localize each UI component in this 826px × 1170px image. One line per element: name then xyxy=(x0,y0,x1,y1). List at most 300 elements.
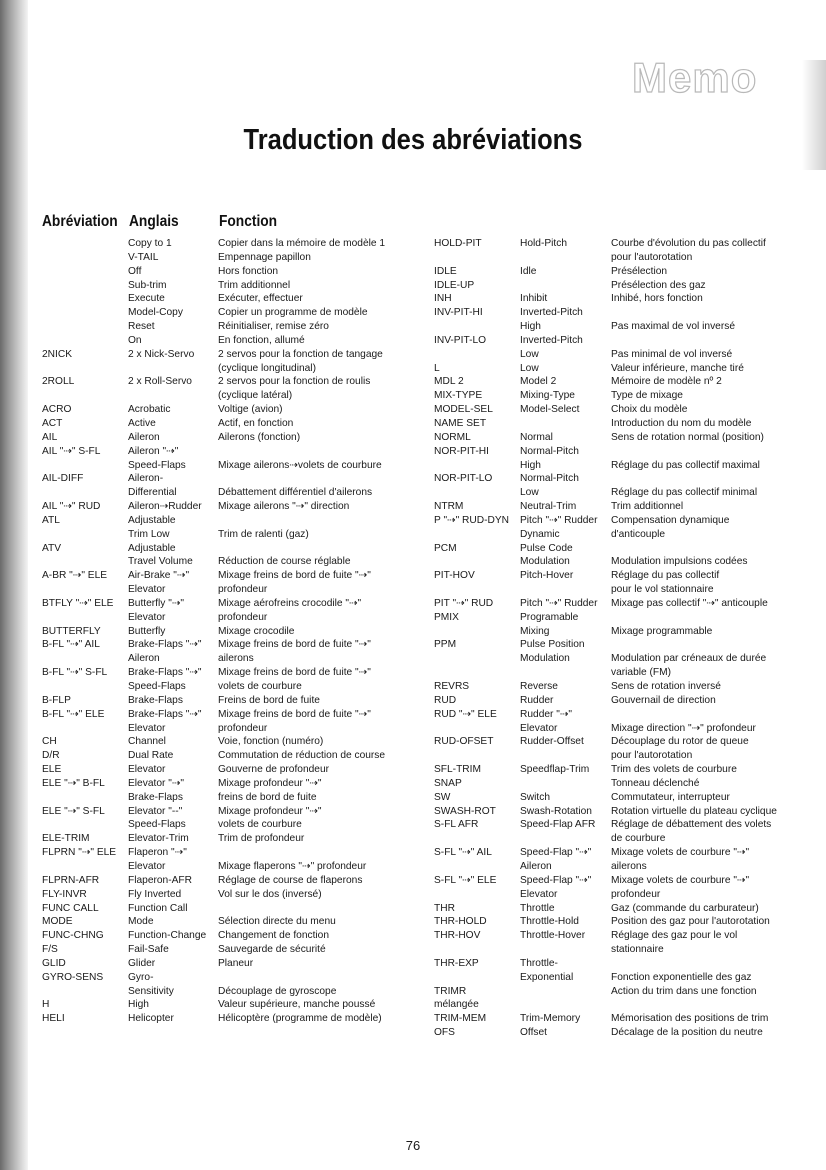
english-term-cell: Brake-Flaps "⇢" xyxy=(128,667,202,679)
abbreviation-cell xyxy=(434,749,509,763)
english-term-cell: Speed-Flap "⇢" xyxy=(520,874,592,886)
abbreviation-cell: IDLE-UP xyxy=(434,279,475,291)
function-description-cell: Mixage aérofreins crocodile "⇢" xyxy=(218,597,362,609)
abbreviation-cell: SFL-TRIM xyxy=(434,764,481,776)
english-term-cell: V-TAIL xyxy=(128,251,159,263)
english-term-cell xyxy=(128,362,206,376)
right-english-column xyxy=(520,237,598,1040)
english-term-cell: Normal-Pitch xyxy=(520,473,579,485)
header-function: Fonction xyxy=(219,213,278,230)
function-description-cell: Gouvernail de direction xyxy=(611,694,716,706)
function-description-cell: ailerons xyxy=(611,860,647,872)
function-description-cell xyxy=(218,514,385,528)
english-term-cell: Low xyxy=(520,487,539,499)
abbreviation-cell: B-FLP xyxy=(42,694,71,706)
function-description-cell: Mixage programmable xyxy=(611,625,713,637)
english-term-cell: Differential xyxy=(128,487,177,499)
english-term-cell: Rudder-Offset xyxy=(520,736,584,748)
english-term-cell: Neutral-Trim xyxy=(520,501,577,513)
english-term-cell: Normal-Pitch xyxy=(520,445,579,457)
abbreviation-cell xyxy=(42,818,116,832)
english-term-cell: Elevator xyxy=(128,860,166,872)
function-description-cell: Hélicoptère (programme de modèle) xyxy=(218,1013,382,1025)
function-description-cell: Action du trim dans une fonction xyxy=(611,985,757,997)
english-term-cell: Elevator xyxy=(128,611,166,623)
function-description-cell xyxy=(611,306,777,320)
english-term-cell: High xyxy=(520,459,541,471)
function-description-cell: Trim de ralenti (gaz) xyxy=(218,528,309,540)
english-term-cell: Butterfly "⇢" xyxy=(128,597,184,609)
english-term-cell: Fail-Safe xyxy=(128,944,169,956)
english-term-cell: Aileron "⇢" xyxy=(128,445,179,457)
english-term-cell: Butterfly xyxy=(128,625,166,637)
function-description-cell: Vol sur le dos (inversé) xyxy=(218,888,322,900)
function-description-cell: Réglage de débattement des volets xyxy=(611,819,772,831)
function-description-cell: stationnaire xyxy=(611,944,664,956)
english-term-cell: Aileron xyxy=(520,860,552,872)
abbreviation-cell: S-FL "⇢" AIL xyxy=(434,847,492,859)
english-term-cell: Flaperon-AFR xyxy=(128,874,192,886)
function-description-cell: Sélection directe du menu xyxy=(218,916,336,928)
english-term-cell: Speedflap-Trim xyxy=(520,764,590,776)
english-term-cell: Reverse xyxy=(520,681,558,692)
abbreviation-cell xyxy=(434,486,509,500)
abbreviation-cell: THR xyxy=(434,902,455,914)
function-description-cell: Fonction exponentielle des gaz xyxy=(611,971,752,983)
abbreviation-cell xyxy=(434,943,509,957)
english-term-cell: Pitch "⇢" Rudder xyxy=(520,514,598,526)
abbreviation-cell: F/S xyxy=(42,944,58,956)
function-description-cell: Trim des volets de courbure xyxy=(611,764,737,776)
english-term-cell: Throttle- xyxy=(520,957,558,969)
abbreviation-cell: MODEL-SEL xyxy=(434,404,493,416)
function-description-cell: Modulation impulsions codées xyxy=(611,556,748,568)
header-english: Anglais xyxy=(129,213,179,230)
english-term-cell: Inverted-Pitch xyxy=(520,307,583,319)
english-term-cell: Speed-Flaps xyxy=(128,819,186,831)
english-term-cell xyxy=(520,417,598,431)
abbreviation-cell: INV-PIT-LO xyxy=(434,334,487,346)
english-term-cell: Speed-Flaps xyxy=(128,681,186,692)
english-term-cell: Reset xyxy=(128,321,155,333)
abbreviation-cell: ELE-TRIM xyxy=(42,833,90,845)
abbreviation-cell: INH xyxy=(434,293,452,305)
abbreviation-cell: 2NICK xyxy=(42,348,73,360)
abbreviation-cell: GYRO-SENS xyxy=(42,971,104,983)
abbreviation-cell xyxy=(42,555,116,569)
function-description-cell: 2 servos pour la fonction de roulis xyxy=(218,376,371,388)
function-description-cell: variable (FM) xyxy=(611,667,672,679)
english-term-cell: Pitch-Hover xyxy=(520,570,574,582)
abbreviation-cell xyxy=(42,985,116,999)
abbreviation-cell xyxy=(434,251,509,265)
english-term-cell: Sensitivity xyxy=(128,985,174,997)
abbreviation-cell: OFS xyxy=(434,1027,455,1039)
function-description-cell: Pas maximal de vol inversé xyxy=(611,321,735,333)
english-term-cell: Idle xyxy=(520,265,537,277)
function-description-cell: Mixage profondeur "⇢" xyxy=(218,777,322,789)
abbreviation-cell: ELE "⇢" B-FL xyxy=(42,777,105,789)
abbreviation-cell: mélangée xyxy=(434,999,479,1011)
abbreviation-cell xyxy=(42,389,116,403)
english-term-cell: Programable xyxy=(520,611,579,623)
abbreviation-cell: L xyxy=(434,362,440,374)
abbreviation-cell: IDLE xyxy=(434,265,457,277)
function-description-cell: profondeur xyxy=(218,722,268,734)
english-term-cell: On xyxy=(128,334,142,346)
abbreviation-cell xyxy=(42,362,116,376)
abbreviation-cell: THR-EXP xyxy=(434,957,479,969)
abbreviation-cell: TRIM-MEM xyxy=(434,1013,487,1025)
english-term-cell: Acrobatic xyxy=(128,404,171,416)
english-term-cell: Dynamic xyxy=(520,528,560,540)
abbreviation-cell: 2ROLL xyxy=(42,376,75,388)
function-description-cell xyxy=(611,998,777,1012)
abbreviation-cell: BTFLY "⇢" ELE xyxy=(42,597,114,609)
function-description-cell: pour l'autorotation xyxy=(611,750,693,762)
abbreviation-cell xyxy=(42,334,116,348)
english-term-cell: Speed-Flap "⇢" xyxy=(520,847,592,859)
function-description-cell: Réglage du pas collectif minimal xyxy=(611,487,758,499)
function-description-cell: (cyclique latéral) xyxy=(218,390,293,402)
function-description-cell: Trim additionnel xyxy=(611,501,684,513)
english-term-cell: Aileron xyxy=(128,653,160,665)
english-term-cell: High xyxy=(520,321,541,333)
function-description-cell: Mixage profondeur "⇢" xyxy=(218,805,322,817)
abbreviation-cell xyxy=(42,860,116,874)
abbreviation-cell: REVRS xyxy=(434,681,470,692)
function-description-cell xyxy=(611,638,777,652)
english-term-cell: Low xyxy=(520,362,539,374)
abbreviation-cell: SW xyxy=(434,791,451,803)
function-description-cell: Mixage freins de bord de fuite "⇢" xyxy=(218,667,371,679)
function-description-cell: 2 servos pour la fonction de tangage xyxy=(218,348,383,360)
function-description-cell: Mixage freins de bord de fuite "⇢" xyxy=(218,639,371,651)
abbreviation-cell xyxy=(42,292,116,306)
abbreviation-cell: PCM xyxy=(434,542,457,554)
abbreviation-cell xyxy=(42,251,116,265)
english-term-cell: Modulation xyxy=(520,556,570,568)
english-term-cell: Flaperon "⇢" xyxy=(128,847,187,859)
abbreviation-cell xyxy=(434,832,509,846)
english-term-cell: 2 x Roll-Servo xyxy=(128,376,192,388)
function-description-cell: Réinitialiser, remise zéro xyxy=(218,321,329,333)
english-term-cell xyxy=(520,583,598,597)
abbreviation-cell xyxy=(42,680,116,694)
function-description-cell: Réduction de course réglable xyxy=(218,556,351,568)
function-description-cell: Compensation dynamique xyxy=(611,514,730,526)
function-description-cell xyxy=(611,334,777,348)
abbreviation-cell: FUNC CALL xyxy=(42,902,99,914)
function-description-cell: Rotation virtuelle du plateau cyclique xyxy=(611,805,777,817)
function-description-cell: Sauvegarde de sécurité xyxy=(218,944,326,956)
function-description-cell xyxy=(218,472,385,486)
abbreviation-cell: D/R xyxy=(42,750,60,762)
english-term-cell: Pitch "⇢" Rudder xyxy=(520,597,598,609)
page-edge-shadow xyxy=(802,60,826,170)
function-description-cell: Choix du modèle xyxy=(611,404,688,416)
abbreviation-cell xyxy=(42,528,116,542)
english-term-cell: Inverted-Pitch xyxy=(520,334,583,346)
abbreviation-cell: S-FL AFR xyxy=(434,819,479,831)
abbreviation-cell: AIL xyxy=(42,431,58,443)
abbreviation-cell: A-BR "⇢" ELE xyxy=(42,570,108,582)
function-description-cell: Valeur supérieure, manche poussé xyxy=(218,999,376,1011)
function-description-cell: Présélection xyxy=(611,265,668,277)
function-description-cell xyxy=(218,971,385,985)
english-term-cell: Mode xyxy=(128,916,154,928)
abbreviation-cell: FUNC-CHNG xyxy=(42,930,104,942)
function-description-cell: ailerons xyxy=(218,653,254,665)
function-description-cell xyxy=(611,957,777,971)
english-term-cell: Brake-Flaps "⇢" xyxy=(128,639,202,651)
english-term-cell: Copy to 1 xyxy=(128,238,172,249)
english-term-cell: Glider xyxy=(128,957,156,969)
abbreviation-cell xyxy=(42,320,116,334)
abbreviation-cell xyxy=(42,265,116,279)
abbreviation-cell xyxy=(434,888,509,902)
function-description-cell: Modulation par créneaux de durée xyxy=(611,653,767,665)
function-description-cell: Courbe d'évolution du pas collectif xyxy=(611,238,766,249)
english-term-cell: Adjustable xyxy=(128,542,176,554)
abbreviation-cell: ACRO xyxy=(42,404,72,416)
english-term-cell: Model-Copy xyxy=(128,307,183,319)
english-term-cell: Execute xyxy=(128,293,165,305)
function-description-cell: pour l'autorotation xyxy=(611,251,693,263)
function-description-cell: Hors fonction xyxy=(218,265,279,277)
english-term-cell: Trim Low xyxy=(128,528,170,540)
abbreviation-cell xyxy=(434,348,509,362)
abbreviation-cell xyxy=(42,583,116,597)
english-term-cell: Switch xyxy=(520,791,551,803)
function-description-cell: profondeur xyxy=(218,611,268,623)
abbreviation-cell: INV-PIT-HI xyxy=(434,307,483,319)
function-description-cell: Mixage crocodile xyxy=(218,625,295,637)
abbreviation-cell xyxy=(434,971,509,985)
function-description-cell: Sens de rotation normal (position) xyxy=(611,431,764,443)
abbreviation-cell: H xyxy=(42,999,50,1011)
abbreviation-cell xyxy=(42,306,116,320)
english-term-cell: Brake-Flaps "⇢" xyxy=(128,708,202,720)
abbreviation-cell xyxy=(434,860,509,874)
abbreviation-cell xyxy=(42,652,116,666)
abbreviation-cell: MDL 2 xyxy=(434,376,464,388)
function-description-cell: Réglage de course de flaperons xyxy=(218,874,363,886)
english-term-cell: High xyxy=(128,999,149,1011)
page-number: 76 xyxy=(405,1138,421,1153)
abbreviation-cell: SWASH-ROT xyxy=(434,805,496,817)
function-description-cell: Gouverne de profondeur xyxy=(218,764,330,776)
english-term-cell: Adjustable xyxy=(128,514,176,526)
english-term-cell: Aileron xyxy=(128,431,160,443)
function-description-cell: Voie, fonction (numéro) xyxy=(218,736,324,748)
function-description-cell: Débattement différentiel d'ailerons xyxy=(218,487,373,499)
abbreviation-cell: SNAP xyxy=(434,777,462,789)
function-description-cell: En fonction, allumé xyxy=(218,334,305,346)
abbreviation-cell: GLID xyxy=(42,957,66,969)
function-description-cell xyxy=(611,445,777,459)
left-function-column xyxy=(218,237,385,1026)
abbreviation-cell xyxy=(42,279,116,293)
abbreviation-cell: NTRM xyxy=(434,501,464,513)
function-description-cell: Tonneau déclenché xyxy=(611,777,700,789)
function-description-cell: Introduction du nom du modèle xyxy=(611,417,752,429)
abbreviation-cell: AIL-DIFF xyxy=(42,473,84,485)
abbreviation-cell: ATV xyxy=(42,542,62,554)
function-description-cell: Trim de profondeur xyxy=(218,833,305,845)
abbreviation-cell xyxy=(434,722,509,736)
abbreviation-cell xyxy=(42,237,116,251)
english-term-cell: Fly Inverted xyxy=(128,888,182,900)
english-term-cell: Throttle xyxy=(520,902,555,914)
function-description-cell: Inhibé, hors fonction xyxy=(611,293,703,305)
left-abbreviation-column xyxy=(42,237,116,1026)
abbreviation-cell: PPM xyxy=(434,639,457,651)
function-description-cell: Réglage du pas collectif xyxy=(611,570,720,582)
abbreviation-cell: FLPRN "⇢" ELE xyxy=(42,847,117,859)
abbreviation-cell xyxy=(42,611,116,625)
abbreviation-cell: BUTTERFLY xyxy=(42,625,101,637)
abbreviation-cell: RUD xyxy=(434,694,457,706)
abbreviation-cell: RUD-OFSET xyxy=(434,736,494,748)
abbreviation-cell: NAME SET xyxy=(434,417,487,429)
english-term-cell: Mixing xyxy=(520,625,550,637)
function-description-cell: Commutateur, interrupteur xyxy=(611,791,730,803)
english-term-cell: Throttle-Hold xyxy=(520,916,579,928)
abbreviation-cell: CH xyxy=(42,736,57,748)
function-description-cell xyxy=(611,708,777,722)
function-description-cell: freins de bord de fuite xyxy=(218,791,317,803)
abbreviation-cell: ELE "⇢" S-FL xyxy=(42,805,105,817)
function-description-cell: Mixage direction "⇢" profondeur xyxy=(611,722,756,734)
abbreviation-cell xyxy=(434,459,509,473)
english-term-cell: Off xyxy=(128,265,142,277)
function-description-cell: Exécuter, effectuer xyxy=(218,293,303,305)
function-description-cell: Valeur inférieure, manche tiré xyxy=(611,362,744,374)
function-description-cell: (cyclique longitudinal) xyxy=(218,362,316,374)
function-description-cell: Mémorisation des positions de trim xyxy=(611,1013,769,1025)
english-term-cell: Travel Volume xyxy=(128,556,193,568)
abbreviation-cell: NORML xyxy=(434,431,471,443)
english-term-cell: Brake-Flaps xyxy=(128,791,183,803)
function-description-cell: Voltige (avion) xyxy=(218,404,283,416)
english-term-cell: Speed-Flap AFR xyxy=(520,819,596,831)
abbreviation-cell: FLY-INVR xyxy=(42,888,87,900)
function-description-cell: pour le vol stationnaire xyxy=(611,584,714,596)
english-term-cell xyxy=(520,777,598,791)
abbreviation-cell: TRIMR xyxy=(434,985,467,997)
abbreviation-cell: PIT-HOV xyxy=(434,570,475,582)
english-term-cell: Modulation xyxy=(520,653,570,665)
english-term-cell: Brake-Flaps xyxy=(128,694,183,706)
function-description-cell: Ailerons (fonction) xyxy=(218,431,301,443)
english-term-cell: Channel xyxy=(128,736,166,748)
abbreviation-cell xyxy=(42,722,116,736)
english-term-cell: Trim-Memory xyxy=(520,1013,581,1025)
english-term-cell xyxy=(520,985,598,999)
function-description-cell: Découplage de gyroscope xyxy=(218,985,337,997)
english-term-cell: Elevator xyxy=(520,722,558,734)
english-term-cell: Function Call xyxy=(128,902,188,914)
function-description-cell: Copier un programme de modèle xyxy=(218,307,368,319)
english-term-cell: Pulse Code xyxy=(520,542,573,554)
english-term-cell: Elevator "⇢" xyxy=(128,777,184,789)
function-description-cell: Mixage pas collectif "⇢" anticouple xyxy=(611,597,768,609)
memo-watermark: Memo xyxy=(632,54,758,101)
function-description-cell: Changement de fonction xyxy=(218,930,330,942)
function-description-cell: Sens de rotation inversé xyxy=(611,681,721,692)
abbreviation-cell xyxy=(434,320,509,334)
english-term-cell: Aileron⇢Rudder xyxy=(128,501,202,513)
english-term-cell xyxy=(520,666,598,680)
abbreviation-cell xyxy=(42,459,116,473)
english-term-cell: Elevator xyxy=(128,584,166,596)
function-description-cell xyxy=(218,846,385,860)
function-description-cell: Mixage volets de courbure "⇢" xyxy=(611,847,750,859)
right-abbreviation-column xyxy=(434,237,509,1040)
english-term-cell: 2 x Nick-Servo xyxy=(128,348,195,360)
abbreviation-cell: NOR-PIT-LO xyxy=(434,473,493,485)
abbreviation-cell xyxy=(42,486,116,500)
abbreviation-cell xyxy=(42,791,116,805)
english-term-cell: Inhibit xyxy=(520,293,548,305)
abbreviation-cell xyxy=(434,625,509,639)
function-description-cell: Réglage du pas collectif maximal xyxy=(611,459,760,471)
function-description-cell: Réglage des gaz pour le vol xyxy=(611,930,738,942)
function-description-cell: Type de mixage xyxy=(611,390,683,402)
abbreviation-cell xyxy=(434,555,509,569)
english-term-cell: Helicopter xyxy=(128,1013,174,1025)
english-term-cell: Dual Rate xyxy=(128,750,174,762)
function-description-cell: Présélection des gaz xyxy=(611,279,706,291)
right-function-column xyxy=(611,237,777,1040)
function-description-cell: de courbure xyxy=(611,833,666,845)
abbreviation-cell: B-FL "⇢" AIL xyxy=(42,639,100,651)
function-description-cell: Copier dans la mémoire de modèle 1 xyxy=(218,238,386,249)
abbreviation-cell: PMIX xyxy=(434,611,459,623)
function-description-cell: Trim additionnel xyxy=(218,279,291,291)
english-term-cell: Model 2 xyxy=(520,376,557,388)
function-description-cell: volets de courbure xyxy=(218,681,302,692)
abbreviation-cell: S-FL "⇢" ELE xyxy=(434,874,497,886)
english-term-cell: Speed-Flaps xyxy=(128,459,186,471)
english-term-cell xyxy=(520,998,598,1012)
function-description-cell: Mixage ailerons⇢volets de courbure xyxy=(218,459,382,471)
english-term-cell: Elevator "--" xyxy=(128,805,183,817)
function-description-cell: Mémoire de modèle nº 2 xyxy=(611,376,722,388)
abbreviation-cell: NOR-PIT-HI xyxy=(434,445,489,457)
function-description-cell xyxy=(611,472,777,486)
function-description-cell: Pas minimal de vol inversé xyxy=(611,348,733,360)
abbreviation-cell: AIL "⇢" RUD xyxy=(42,501,101,513)
english-term-cell: Elevator xyxy=(128,764,166,776)
english-term-cell xyxy=(520,251,598,265)
page-binding-shadow xyxy=(0,0,28,1170)
function-description-cell xyxy=(611,542,777,556)
function-description-cell: profondeur xyxy=(218,584,268,596)
function-description-cell: d'anticouple xyxy=(611,528,666,540)
abbreviation-cell xyxy=(434,528,509,542)
function-description-cell: Actif, en fonction xyxy=(218,417,294,429)
abbreviation-cell: ELE xyxy=(42,764,62,776)
function-description-cell: Freins de bord de fuite xyxy=(218,694,320,706)
english-term-cell: Elevator xyxy=(520,888,558,900)
english-term-cell: Air-Brake "⇢" xyxy=(128,570,190,582)
english-term-cell: Aileron- xyxy=(128,473,164,485)
function-description-cell: Planeur xyxy=(218,957,254,969)
english-term-cell: Pulse Position xyxy=(520,639,585,651)
abbreviation-cell xyxy=(434,666,509,680)
